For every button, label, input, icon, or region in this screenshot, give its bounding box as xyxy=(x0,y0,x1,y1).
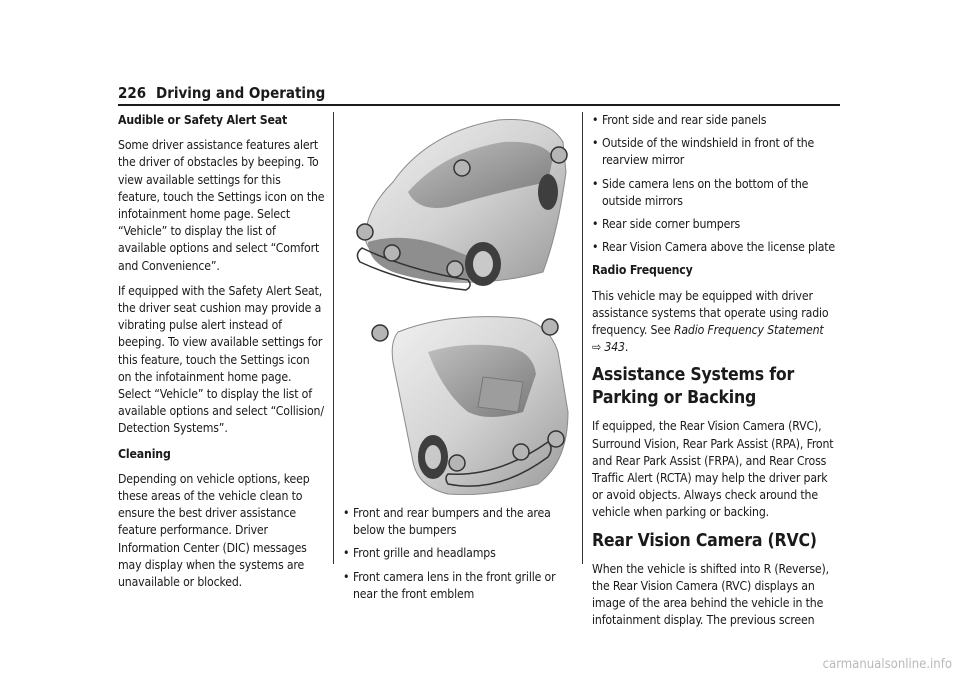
list-item: • Outside of the windshield in front of the rearview mirror xyxy=(592,135,840,169)
vehicle-rear-view xyxy=(372,317,568,495)
list-item: • Side camera lens on the bottom of the outside mirrors xyxy=(592,176,840,210)
column-right xyxy=(592,112,840,637)
paragraph-radio-frequency: This vehicle may be equipped with driver assistance systems that operate using radio frequency. See Radio Frequency Statement ⇨ 343. xyxy=(592,288,829,355)
list-item: • Front side and rear side panels xyxy=(592,112,840,129)
paragraph-rear-vision-camera: When the vehicle is shifted into R (Reverse), the Rear Vision Camera (RVC) displays an image of the area behind the vehicle in the infotainment display. The previous screen xyxy=(592,561,829,628)
paragraph-safety-alert-seat: If equipped with the Safety Alert Seat, the driver seat cushion may provide a vibrating pulse alert instead of beeping. To view available settings for this feature, touch the Settings icon on the infotainment home page. Select “Vehicle” to display the list of available options and select “Collision/ Detection Systems”. xyxy=(118,283,324,436)
list-item: • Rear Vision Camera above the license plate xyxy=(592,239,840,256)
list-item: • Front and rear bumpers and the area below the bumpers xyxy=(343,505,575,539)
page-ref-arrow-icon: ⇨ xyxy=(592,340,602,355)
column-middle xyxy=(343,505,575,609)
vehicle-front-view xyxy=(357,119,567,290)
cleaning-areas-list-2 xyxy=(592,112,840,256)
column-divider-2 xyxy=(582,112,583,564)
heading-radio-frequency: Radio Frequency xyxy=(592,263,693,278)
heading-cleaning: Cleaning xyxy=(118,446,171,461)
list-item: • Front camera lens in the front grille or near the front emblem xyxy=(343,569,575,603)
vehicle-sensor-illustration xyxy=(348,112,578,498)
page-header xyxy=(118,84,840,104)
heading-safety-alert-seat: Audible or Safety Alert Seat xyxy=(118,113,288,127)
link-radio-frequency-statement[interactable]: Radio Frequency Statement xyxy=(673,323,824,338)
paragraph-beeping: Some driver assistance features alert the driver of obstacles by beeping. To view available settings for this feature, touch the Settings icon on the infotainment home page. Select “Vehicle” to display the list of available options and select “Comfort and Convenience”. xyxy=(118,138,325,273)
paragraph-cleaning: Depending on vehicle options, keep these areas of the vehicle clean to ensure the best driver assistance feature performance. Driver Information Center (DIC) messages may display when the systems are unavailable or blocked. xyxy=(118,471,310,590)
paragraph-assistance-systems: If equipped, the Rear Vision Camera (RVC), Surround Vision, Rear Park Assist (RPA), Front and Rear Park Assist (FRPA), and Rear Cross Traffic Alert (RCTA) may help the driver park or avoid objects. Always check around the vehicle when parking or backing. xyxy=(592,419,834,520)
list-item: • Rear side corner bumpers xyxy=(592,216,840,233)
link-page-343[interactable]: 343 xyxy=(604,340,625,355)
header-rule xyxy=(118,104,840,106)
watermark: carmanualsonline.info xyxy=(822,657,952,672)
heading-assistance-systems: Assistance Systems for Parking or Backing xyxy=(592,365,795,409)
column-divider-1 xyxy=(333,112,334,564)
section-title: Driving and Operating xyxy=(156,84,326,102)
cleaning-areas-list-1 xyxy=(343,505,575,603)
heading-rear-vision-camera: Rear Vision Camera (RVC) xyxy=(592,530,817,551)
column-left xyxy=(118,112,325,599)
page-number: 226 xyxy=(118,84,147,102)
list-item: • Front grille and headlamps xyxy=(343,545,575,562)
